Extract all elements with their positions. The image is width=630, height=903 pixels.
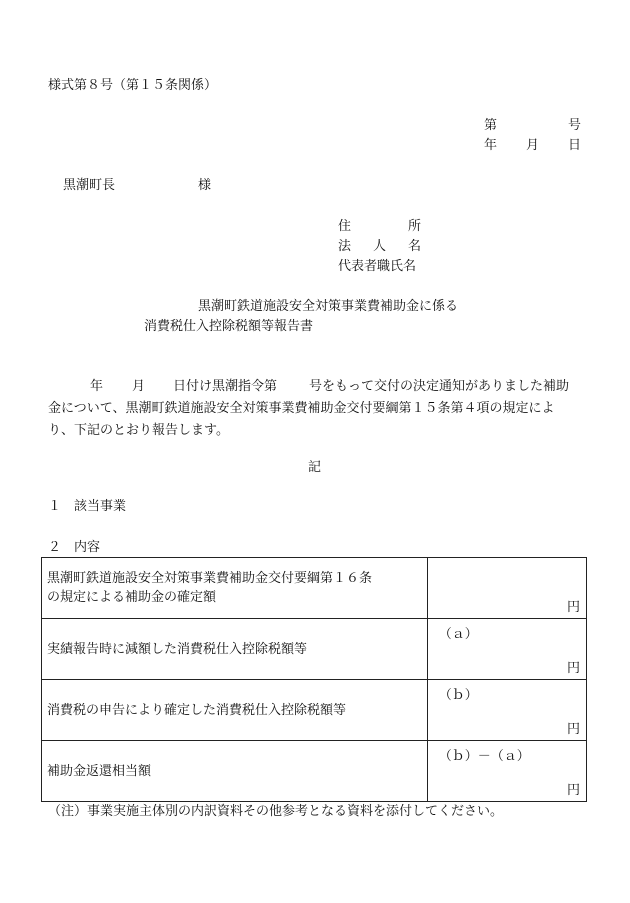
table-row-label [42, 558, 428, 619]
formula-label: （ｂ）－（ａ） [438, 749, 530, 764]
applicant-address-2: 所 [408, 219, 422, 234]
body-line-1-mid: 日付け黒潮指令第 [173, 379, 278, 394]
yen-unit: 円 [566, 661, 580, 676]
yen-unit: 円 [566, 722, 580, 737]
table-row-label: 実績報告時に減額した消費税仕入控除税額等 [42, 619, 428, 680]
label-line: 黒潮町鉄道施設安全対策事業費補助金交付要綱第１６条 [47, 571, 373, 586]
footnote: （注）事業実施主体別の内訳資料その他参考となる資料を添付してください。 [48, 804, 504, 819]
ki-heading: 記 [308, 460, 322, 475]
body-line-2: 金について、黒潮町鉄道施設安全対策事業費補助金交付要綱第１５条第４項の規定によ [48, 401, 555, 416]
formula-label: （ｂ） [438, 688, 478, 703]
applicant-address-1: 住 [338, 219, 352, 234]
section-1-heading: １ 該当事業 [48, 499, 127, 514]
applicant-corp-2: 人 [373, 239, 387, 254]
table-row-label: 補助金返還相当額 [42, 741, 428, 802]
label-line: の規定による補助金の確定額 [47, 590, 217, 605]
doc-date-day: 日 [568, 138, 582, 153]
table-row [42, 619, 587, 680]
yen-unit: 円 [566, 600, 580, 615]
body-line-3: り、下記のとおり報告します。 [48, 423, 229, 438]
addressee-name: 黒潮町長 [63, 178, 116, 193]
doc-number-dai: 第 [484, 118, 498, 133]
body-line-1-end: 号をもって交付の決定通知がありました補助 [309, 379, 570, 394]
table-row [42, 558, 587, 619]
table-row [42, 680, 587, 741]
applicant-corp-1: 法 [338, 239, 352, 254]
body-month: 月 [132, 379, 146, 394]
body-year: 年 [90, 379, 104, 394]
table-row-label: 消費税の申告により確定した消費税仕入控除税額等 [42, 680, 428, 741]
doc-date-year: 年 [484, 138, 498, 153]
title-line-2: 消費税仕入控除税額等報告書 [144, 319, 314, 334]
amount-field[interactable] [427, 558, 586, 619]
section-2-heading: ２ 内容 [48, 540, 101, 555]
form-number: 様式第８号（第１５条関係） [48, 78, 218, 93]
amount-field[interactable] [427, 741, 586, 802]
doc-number-go: 号 [568, 118, 582, 133]
doc-date-month: 月 [526, 138, 540, 153]
table-row [42, 741, 587, 802]
applicant-corp-3: 名 [408, 239, 422, 254]
applicant-representative: 代表者職氏名 [338, 259, 417, 274]
yen-unit: 円 [566, 783, 580, 798]
title-line-1: 黒潮町鉄道施設安全対策事業費補助金に係る [198, 299, 459, 314]
amount-field[interactable] [427, 619, 586, 680]
amount-field[interactable] [427, 680, 586, 741]
addressee-honorific: 様 [198, 178, 212, 193]
content-table [41, 557, 587, 802]
formula-label: （ａ） [438, 627, 478, 642]
